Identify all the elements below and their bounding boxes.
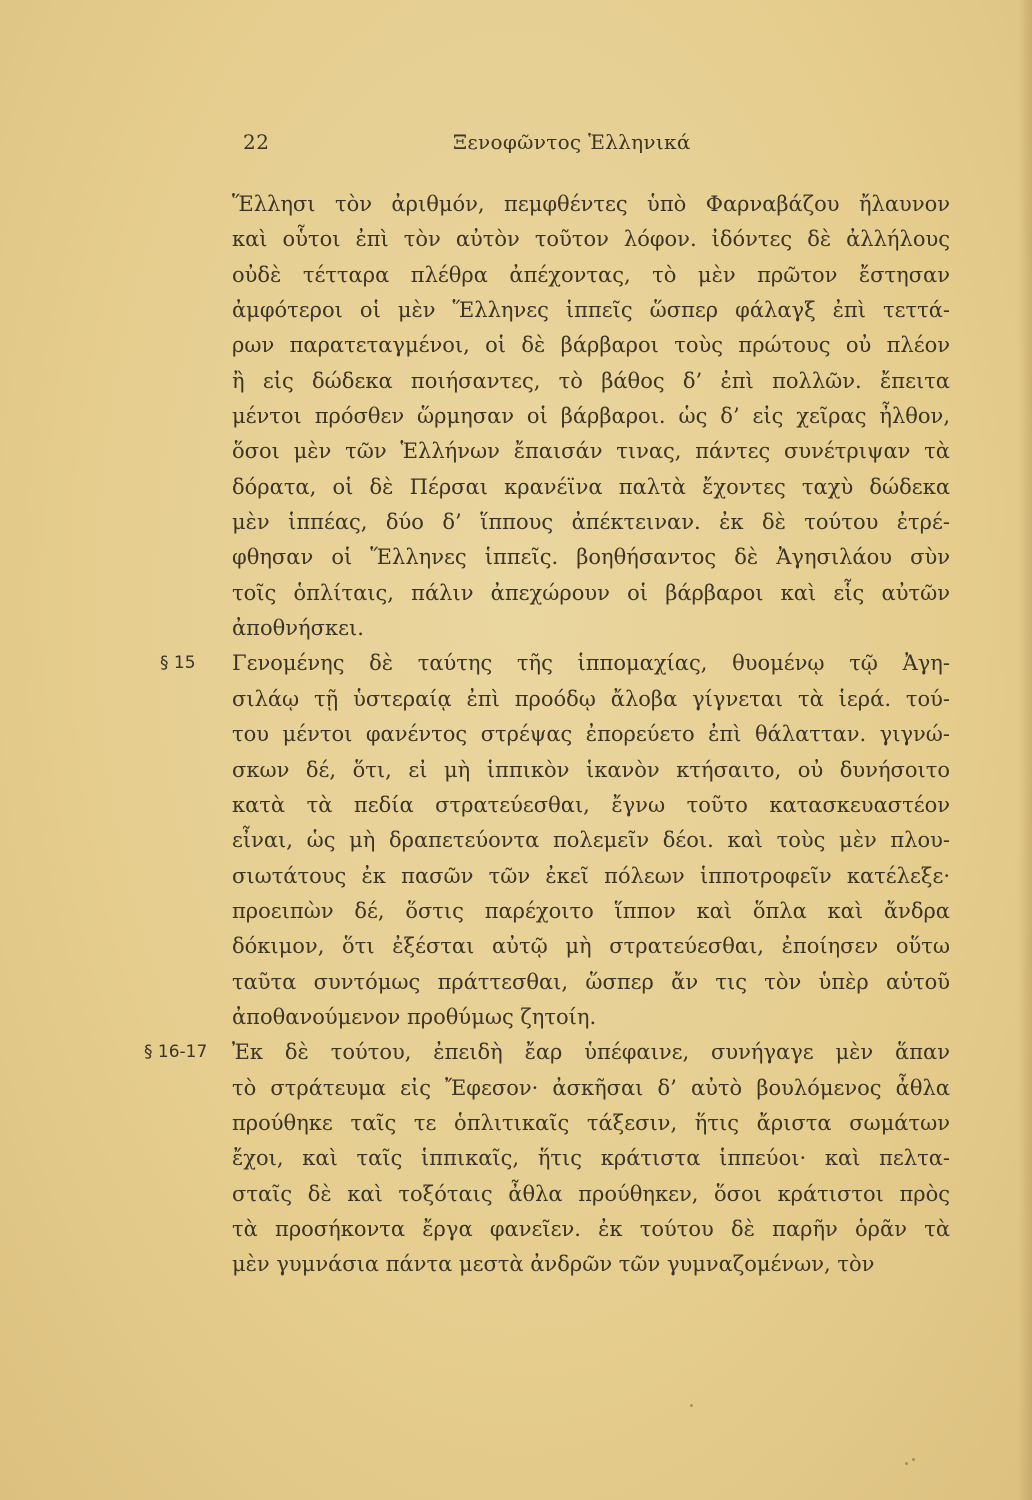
line-text: τὸ στράτευμα εἰς Ἔφεσον· ἀσκῆσαι δ’ αὐτὸ βουλόμενος ἆθλα <box>232 1075 950 1100</box>
line-text: τοῖς ὁπλίταις, πάλιν ἀπεχώρουν οἱ βάρβαροι καὶ εἷς αὐτῶν <box>232 580 950 605</box>
line-text: ἀμφότεροι οἱ μὲν Ἕλληνες ἱππεῖς ὥσπερ φάλαγξ ἐπὶ τεττά- <box>232 298 950 323</box>
text-line <box>232 682 950 717</box>
text-line <box>232 364 950 399</box>
line-text: κατὰ τὰ πεδία στρατεύεσθαι, ἔγνω τοῦτο κατασκευαστέον <box>232 792 950 817</box>
text-line <box>232 1071 950 1106</box>
line-text: ἀποθανούμενον προθύμως ζητοίη. <box>232 1004 597 1029</box>
text-line <box>232 505 950 540</box>
line-text: του μέντοι φανέντος στρέψας ἐπορεύετο ἐπὶ θάλατταν. γιγνώ- <box>232 722 950 747</box>
line-text: Ἐκ δὲ τούτου, ἐπειδὴ ἔαρ ὑπέφαινε, συνήγαγε μὲν ἅπαν <box>232 1040 950 1065</box>
paper-speck <box>905 1462 908 1465</box>
line-text: ἀποθνήσκει. <box>232 616 364 641</box>
text-line <box>232 1000 950 1035</box>
text-line <box>232 894 950 929</box>
text-line <box>232 222 950 257</box>
body-text <box>144 187 962 1283</box>
line-text: ρων παρατεταγμένοι, οἱ δὲ βάρβαροι τοὺς πρώτους οὐ πλέον <box>232 333 950 358</box>
text-line <box>232 929 950 964</box>
line-text: μὲν ἱππέας, δύο δ’ ἵππους ἀπέκτειναν. ἐκ δὲ τούτου ἐτρέ- <box>232 510 950 535</box>
paragraph <box>232 187 962 646</box>
text-line <box>160 646 950 681</box>
text-line <box>232 859 950 894</box>
section-marker: § 16-17 <box>144 1042 208 1063</box>
text-line <box>232 540 950 575</box>
text-line <box>232 1212 950 1247</box>
text-line <box>232 328 950 363</box>
line-text: εἶναι, ὡς μὴ δραπετεύοντα πολεμεῖν δέοι. καὶ τοὺς μὲν πλου- <box>232 828 950 853</box>
text-line <box>232 611 950 646</box>
page-header <box>0 130 1032 160</box>
line-text: ταῦτα συντόμως πράττεσθαι, ὥσπερ ἄν τις τὸν ὑπὲρ αὑτοῦ <box>232 969 950 994</box>
line-text: τὰ προσήκοντα ἔργα φανεῖεν. ἐκ τούτου δὲ παρῆν ὁρᾶν τὰ <box>232 1216 950 1241</box>
line-text: ἔχοι, καὶ ταῖς ἱππικαῖς, ἥτις κράτιστα ἱππεύοι· καὶ πελτα- <box>232 1146 950 1171</box>
text-line <box>232 187 950 222</box>
paragraph <box>144 1035 962 1282</box>
page-number: 22 <box>243 130 270 154</box>
text-line <box>232 399 950 434</box>
line-text: οὐδὲ τέτταρα πλέθρα ἀπέχοντας, τὸ μὲν πρῶτον ἔστησαν <box>232 262 950 287</box>
running-title: Ξενοφῶντος Ἑλληνικά <box>453 130 691 154</box>
text-line <box>232 753 950 788</box>
text-line <box>232 1106 950 1141</box>
line-text: σιωτάτους ἐκ πασῶν τῶν ἐκεῖ πόλεων ἱπποτροφεῖν κατέλεξε· <box>232 863 950 888</box>
line-text: ἢ εἰς δώδεκα ποιήσαντες, τὸ βάθος δ’ ἐπὶ πολλῶν. ἔπειτα <box>232 368 950 393</box>
text-line <box>144 1035 950 1070</box>
line-text: δόκιμον, ὅτι ἐξέσται αὐτῷ μὴ στρατεύεσθαι, ἐποίησεν οὕτω <box>232 934 950 959</box>
section-marker: § 15 <box>160 653 196 674</box>
line-text: σκων δέ, ὅτι, εἰ μὴ ἱππικὸν ἱκανὸν κτήσαιτο, οὐ δυνήσοιτο <box>232 757 950 782</box>
line-text: φθησαν οἱ Ἕλληνες ἱππεῖς. βοηθήσαντος δὲ Ἀγησιλάου σὺν <box>232 545 950 570</box>
page-edge-shadow <box>1018 0 1032 1500</box>
text-line <box>232 1247 950 1282</box>
text-line <box>232 1141 950 1176</box>
line-text: προύθηκε ταῖς τε ὁπλιτικαῖς τάξεσιν, ἥτις ἄριστα σωμάτων <box>232 1110 950 1135</box>
line-text: Ἕλλησι τὸν ἀριθμόν, πεμφθέντες ὑπὸ Φαρναβάζου ἤλαυνον <box>232 192 950 216</box>
text-line <box>232 293 950 328</box>
text-line <box>232 470 950 505</box>
text-line <box>232 717 950 752</box>
text-line <box>232 576 950 611</box>
text-line <box>232 823 950 858</box>
line-text: καὶ οὗτοι ἐπὶ τὸν αὐτὸν τοῦτον λόφον. ἰδόντες δὲ ἀλλήλους <box>232 227 950 252</box>
line-text: Γενομένης δὲ ταύτης τῆς ἱππομαχίας, θυομένῳ τῷ Ἀγη- <box>232 651 950 676</box>
line-text: μέντοι πρόσθεν ὥρμησαν οἱ βάρβαροι. ὡς δ’ εἰς χεῖρας ἦλθον, <box>232 404 950 429</box>
line-text: σιλάῳ τῇ ὑστεραίᾳ ἐπὶ προόδῳ ἄλοβα γίγνεται τὰ ἱερά. τού- <box>232 686 950 711</box>
line-text: σταῖς δὲ καὶ τοξόταις ἆθλα προύθηκεν, ὅσοι κράτιστοι πρὸς <box>232 1181 950 1206</box>
line-text: μὲν γυμνάσια πάντα μεστὰ ἀνδρῶν τῶν γυμναζομένων, τὸν <box>232 1252 875 1277</box>
line-text: δόρατα, οἱ δὲ Πέρσαι κρανέϊνα παλτὰ ἔχοντες ταχὺ δώδεκα <box>232 474 950 499</box>
paper-speck <box>912 1458 915 1461</box>
text-line <box>232 434 950 469</box>
line-text: ὅσοι μὲν τῶν Ἑλλήνων ἔπαισάν τινας, πάντες συνέτριψαν τὰ <box>232 439 950 464</box>
paragraph <box>160 646 962 1035</box>
text-line <box>232 258 950 293</box>
text-line <box>232 788 950 823</box>
text-line <box>232 965 950 1000</box>
text-line <box>232 1177 950 1212</box>
line-text: προειπὼν δέ, ὅστις παρέχοιτο ἵππον καὶ ὅπλα καὶ ἄνδρα <box>232 898 950 923</box>
paper-speck <box>690 1404 693 1407</box>
